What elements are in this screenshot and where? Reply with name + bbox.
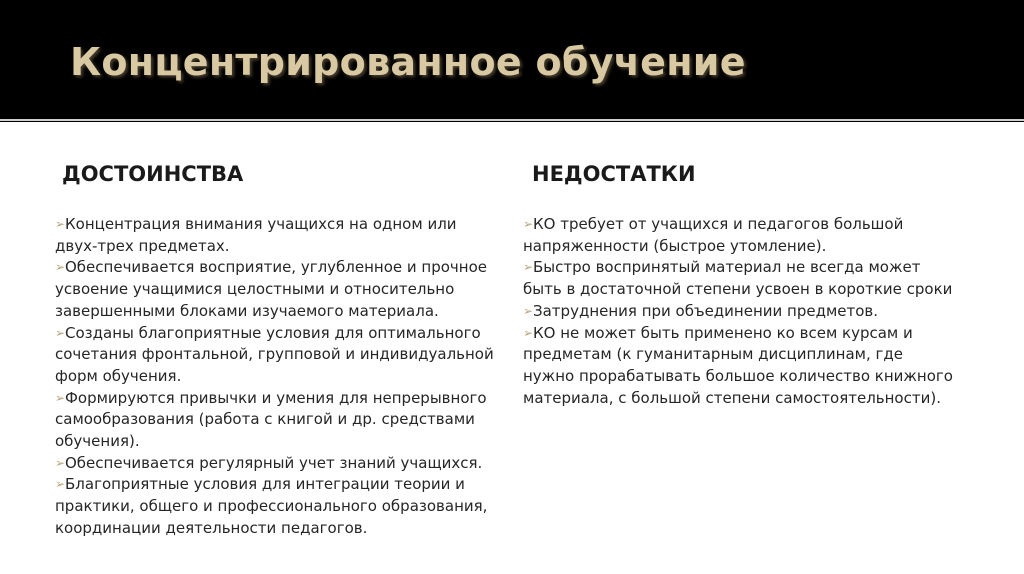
arrowhead-bullet-icon: ➢ — [55, 217, 66, 231]
list-item — [55, 214, 500, 257]
list-item — [523, 214, 953, 257]
list-item — [55, 257, 500, 322]
list-item-text: КО не может быть применено ко всем курсам и предметам (к гуманитарным дисциплинам, где нужно прорабатывать большое количество книжного материала, с большой степени самостоятельности). — [523, 323, 953, 407]
list-item — [55, 474, 500, 539]
arrowhead-bullet-icon: ➢ — [55, 477, 66, 492]
list-item — [523, 323, 953, 410]
disadvantages-heading: НЕДОСТАТКИ — [532, 162, 696, 186]
disadvantages-list — [523, 214, 953, 409]
list-item-text: Обеспечивается восприятие, углубленное и прочное усвоение учащимися целостными и относительно завершенными блоками изучаемого материала. — [55, 258, 488, 320]
arrowhead-bullet-icon: ➢ — [523, 303, 534, 318]
list-item — [523, 301, 953, 323]
arrowhead-bullet-icon: ➢ — [55, 260, 66, 275]
slide-content — [0, 122, 1024, 574]
list-item-text: Быстро воспринятый материал не всегда может быть в достаточной степени усвоен в короткие сроки — [523, 258, 953, 299]
advantages-list — [55, 214, 500, 540]
slide-title: Концентрированное обучение — [70, 40, 746, 84]
advantages-heading: ДОСТОИНСТВА — [62, 162, 244, 186]
arrowhead-bullet-icon: ➢ — [523, 260, 534, 275]
list-item-text: Затруднения при объединении предметов. — [533, 301, 879, 320]
arrowhead-bullet-icon: ➢ — [523, 325, 534, 340]
arrowhead-bullet-icon: ➢ — [523, 217, 534, 231]
list-item — [55, 323, 500, 388]
list-item-text: КО требует от учащихся и педагогов большой напряженности (быстрое утомление). — [523, 215, 904, 255]
list-item — [523, 257, 953, 300]
arrowhead-bullet-icon: ➢ — [55, 455, 66, 470]
title-divider — [0, 119, 1024, 121]
arrowhead-bullet-icon: ➢ — [55, 390, 66, 405]
list-item-text: Обеспечивается регулярный учет знаний учащихся. — [65, 453, 483, 472]
list-item — [55, 388, 500, 453]
title-bar — [0, 0, 1024, 118]
list-item-text: Формируются привычки и умения для непрерывного самообразования (работа с книгой и др. средствами обучения). — [55, 388, 487, 451]
arrowhead-bullet-icon: ➢ — [55, 325, 66, 340]
list-item-text: Благоприятные условия для интеграции теории и практики, общего и профессионального образования, координации деятельности педагогов. — [55, 475, 488, 537]
list-item-text: Концентрация внимания учащихся на одном или двух-трех предметах. — [55, 215, 457, 255]
list-item-text: Созданы благоприятные условия для оптимального сочетания фронтальной, групповой и индивидуальной форм обучения. — [55, 323, 494, 385]
list-item — [55, 453, 500, 475]
